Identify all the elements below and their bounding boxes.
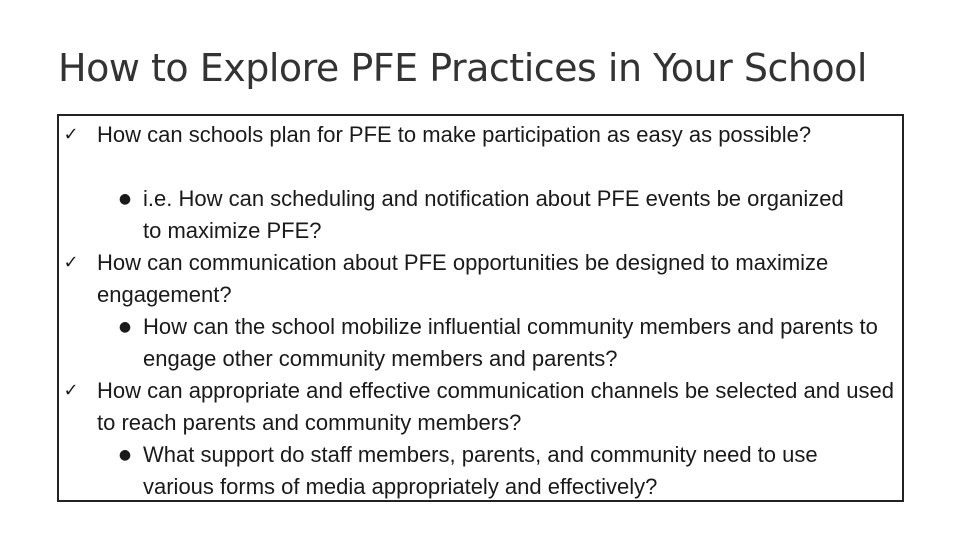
slide-title: How to Explore PFE Practices in Your School	[58, 46, 867, 90]
bullet-icon: ●	[118, 191, 132, 207]
bullet-icon: ●	[118, 447, 132, 463]
question-3	[63, 375, 897, 439]
question-1-sub-text: i.e. How can scheduling and notification about PFE events be organized to maximize PFE?	[143, 186, 844, 243]
question-2-sub-text: How can the school mobilize influential community members and parents to engage other community members and parents?	[143, 314, 878, 371]
check-icon: ✓	[63, 380, 79, 401]
check-icon: ✓	[63, 252, 79, 273]
question-3-sub	[118, 439, 883, 503]
question-2	[63, 247, 897, 311]
question-1-text: How can schools plan for PFE to make participation as easy as possible?	[97, 122, 812, 147]
question-2-text: How can communication about PFE opportunities be designed to maximize engagement?	[97, 250, 829, 307]
question-3-text: How can appropriate and effective communication channels be selected and used to reach parents and community members?	[97, 378, 894, 435]
question-3-sub-text: What support do staff members, parents, and community need to use various forms of media appropriately and effectively?	[143, 442, 818, 499]
question-1	[63, 119, 897, 151]
question-2-sub	[118, 311, 903, 375]
questions-box	[57, 114, 904, 502]
question-1-sub	[118, 183, 863, 247]
check-icon: ✓	[63, 124, 79, 145]
bullet-icon: ●	[118, 319, 132, 335]
